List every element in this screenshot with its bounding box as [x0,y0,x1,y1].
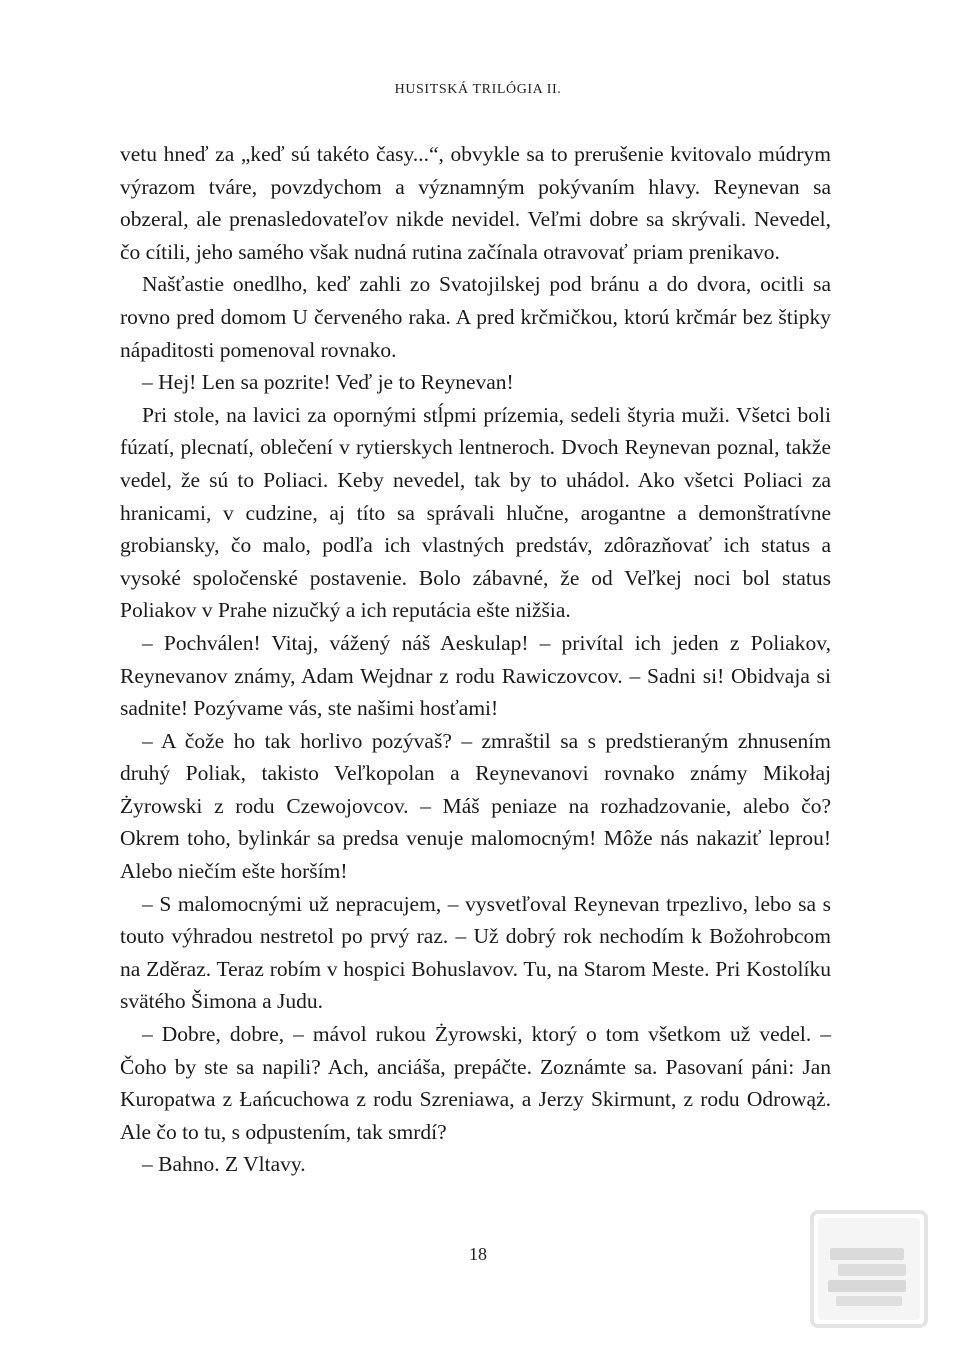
paragraph-9: – Bahno. Z Vltavy. [142,1152,306,1177]
paragraph-8: – Dobre, dobre, – mávol rukou Żyrowski, ktorý o tom všetkom už vedel. – Čoho by ste sa napili? Ach, anciáša, prepáčte. Zoznámte sa. Pasovaní páni: Jan Kuropatwa z Łańcuchowa z rodu Szreniawa, a Jerzy Skirmunt, z rodu Odrowąż. Ale čo to tu, s odpustením, tak smrdí? [120,1022,831,1144]
body-text [120,138,831,1181]
paragraph-4: Pri stole, na lavici za opornými stĺpmi prízemia, sedeli štyria muži. Všetci boli fúzatí, plecnatí, oblečení v rytierskych lentneroch. Dvoch Reynevan poznal, takže vedel, že sú to Poliaci. Keby nevedel, tak by to uhádol. Ako všetci Poliaci za hranicami, v cudzine, aj títo sa správali hlučne, arogantne a demonštratívne grobiansky, čo malo, podľa ich vlastných predstáv, zdôrazňovať ich status a vysoké spoločenské postavenie. Bolo zábavné, že od Veľkej noci bol status Poliakov v Prahe nizučký a ich reputácia ešte nižšia. [120,402,831,623]
running-head: HUSITSKÁ TRILÓGIA II. [394,82,562,97]
paragraph-3: – Hej! Len sa pozrite! Veď je to Reynevan! [142,370,514,395]
paragraph-1: vetu hneď za „keď sú takéto časy...“, obvykle sa to prerušenie kvitovalo múdrym výrazom tváre, povzdychom a významným pokývaním hlavy. Reynevan sa obzeral, ale prenasledovateľov nikde nevidel. Veľmi dobre sa skrývali. Nevedel, čo cítili, jeho samého však nudná rutina začínala otravovať priam prenikavo. [120,142,831,264]
book-stack-icon [808,1208,930,1330]
paragraph-5: – Pochválen! Vitaj, vážený náš Aeskulap! – privítal ich jeden z Poliakov, Reynevanov známy, Adam Wejdnar z rodu Rawiczovcov. – Sadni si! Obidvaja si sadnite! Pozývame vás, ste našimi hosťami! [120,630,831,721]
paragraph-2: Našťastie onedlho, keď zahli zo Svatojilskej pod bránu a do dvora, ocitli sa rovno pred domom U červeného raka. A pred krčmičkou, ktorú krčmár bez štipky nápaditosti pomenoval rovnako. [120,272,831,362]
page-number: 18 [469,1244,487,1264]
paragraph-6: – A čože ho tak horlivo pozývaš? – zmraštil sa s predstieraným zhnusením druhý Poliak, takisto Veľkopolan a Reynevanovi rovnako známy Mikołaj Żyrowski z rodu Czewojovcov. – Máš peniaze na rozhadzovanie, alebo čo? Okrem toho, bylinkár sa predsa venuje malomocným! Môže nás nakaziť leprou! Alebo niečím ešte horším! [120,728,831,884]
paragraph-7: – S malomocnými už nepracujem, – vysvetľoval Reynevan trpezlivo, lebo sa s touto výhradou nestretol po prvý raz. – Už dobrý rok nechodím k Božohrobcom na Zděraz. Teraz robím v hospici Bohuslavov. Tu, na Starom Meste. Pri Kostolíku svätého Šimona a Judu. [120,891,831,1014]
